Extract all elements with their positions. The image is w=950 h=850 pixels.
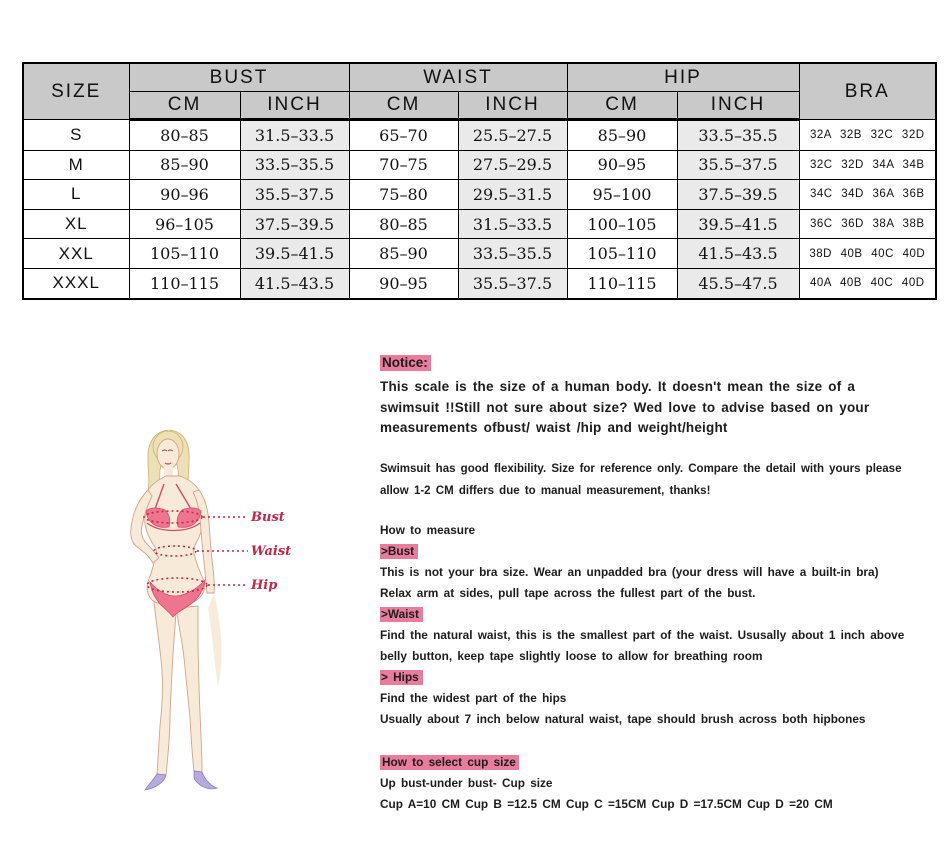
waist-inch-cell: 29.5–31.5	[458, 180, 567, 210]
hip-inch-cell: 45.5–47.5	[677, 268, 799, 298]
size-cell: XXL	[23, 239, 129, 269]
waist-section-label-row	[380, 604, 935, 625]
hip-cm-cell: 105–110	[567, 239, 677, 269]
bust-cm-cell: 96–105	[129, 209, 240, 239]
header-bra: BRA	[799, 63, 936, 120]
waist-cm-cell: 70–75	[349, 150, 458, 180]
hip-label: Hip	[251, 578, 278, 593]
waist-cm-cell: 65–70	[349, 120, 458, 151]
bra-cell: 38D 40B 40C 40D	[799, 239, 936, 269]
hips-section-label-row	[380, 667, 935, 688]
flexibility-note-line: Swimsuit has good flexibility. Size for reference only. Compare the detail with yours please	[380, 462, 902, 475]
hip-cm-cell: 95–100	[567, 180, 677, 210]
header-size: SIZE	[23, 63, 129, 120]
bust-label: Bust	[251, 510, 285, 525]
waist-section-line: Find the natural waist, this is the smallest part of the waist. Ususally about 1 inch above	[380, 627, 905, 642]
bust-section-label: >Bust	[380, 544, 418, 559]
hip-cm-cell: 90–95	[567, 150, 677, 180]
cup-size-title-row	[380, 752, 935, 773]
bust-inch-cell: 35.5–37.5	[240, 180, 349, 210]
shoe-right	[194, 771, 217, 789]
size-chart-table	[22, 62, 937, 300]
bra-cell: 32A 32B 32C 32D	[799, 120, 936, 151]
waist-inch-cell: 33.5–35.5	[458, 239, 567, 269]
header-waist-inch: INCH	[458, 92, 567, 120]
bra-cell: 40A 40B 40C 40D	[799, 268, 936, 298]
bust-cm-cell: 85–90	[129, 150, 240, 180]
table-row	[23, 120, 936, 151]
hips-section-label: > Hips	[380, 670, 423, 685]
bust-section-label-row	[380, 541, 935, 562]
header-hip: HIP	[567, 63, 799, 92]
waist-section-line: belly button, keep tape slightly loose to allow for breathing room	[380, 648, 763, 663]
waist-cm-cell: 90–95	[349, 268, 458, 298]
how-to-measure-title: How to measure	[380, 522, 476, 537]
table-row	[23, 209, 936, 239]
header-waist: WAIST	[349, 63, 567, 92]
size-cell: XXXL	[23, 268, 129, 298]
hip-inch-cell: 41.5–43.5	[677, 239, 799, 269]
notice-line: This scale is the size of a human body. It doesn't mean the size of a	[380, 379, 856, 394]
notice-line: swimsuit !!Still not sure about size? Wed love to advise based on your	[380, 399, 870, 415]
hip-cm-cell: 85–90	[567, 120, 677, 151]
bust-cm-cell: 110–115	[129, 268, 240, 298]
header-bust-inch: INCH	[240, 92, 349, 120]
table-row	[23, 268, 936, 298]
hips-section-line: Usually about 7 inch below natural waist, tape should brush across both hipbones	[380, 711, 866, 726]
hip-cm-cell: 100–105	[567, 209, 677, 239]
drape	[208, 594, 221, 688]
waist-cm-cell: 75–80	[349, 180, 458, 210]
table-row	[23, 239, 936, 269]
hip-cm-cell: 110–115	[567, 268, 677, 298]
info-text-column	[380, 355, 935, 815]
bust-cm-cell: 90–96	[129, 180, 240, 210]
waist-inch-cell: 35.5–37.5	[458, 268, 567, 298]
shoe-left	[145, 774, 166, 790]
bust-cm-cell: 80–85	[129, 120, 240, 151]
bra-cell: 36C 36D 38A 38B	[799, 209, 936, 239]
waist-section-label: >Waist	[380, 607, 423, 622]
waist-inch-cell: 27.5–29.5	[458, 150, 567, 180]
waist-cm-cell: 85–90	[349, 239, 458, 269]
waist-inch-cell: 31.5–33.5	[458, 209, 567, 239]
bust-inch-cell: 37.5–39.5	[240, 209, 349, 239]
header-waist-cm: CM	[349, 92, 458, 120]
hips-section-line: Find the widest part of the hips	[380, 690, 567, 705]
leg-right	[176, 606, 202, 772]
cup-size-line: Cup A=10 CM Cup B =12.5 CM Cup C =15CM Cup D =17.5CM Cup D =20 CM	[380, 796, 833, 811]
size-cell: S	[23, 120, 129, 151]
header-hip-cm: CM	[567, 92, 677, 120]
bra-cell: 32C 32D 34A 34B	[799, 150, 936, 180]
header-bust: BUST	[129, 63, 349, 92]
bust-inch-cell: 39.5–41.5	[240, 239, 349, 269]
bra-cell: 34C 34D 36A 36B	[799, 180, 936, 210]
hip-inch-cell: 39.5–41.5	[677, 209, 799, 239]
cup-size-title: How to select cup size	[380, 755, 519, 770]
notice-line: measurements ofbust/ waist /hip and weight/height	[380, 420, 728, 435]
bust-inch-cell: 31.5–33.5	[240, 120, 349, 151]
hip-inch-cell: 33.5–35.5	[677, 120, 799, 151]
bust-inch-cell: 41.5–43.5	[240, 268, 349, 298]
bust-section-line: This is not your bra size. Wear an unpadded bra (your dress will have a built-in bra)	[380, 564, 879, 579]
bust-cm-cell: 105–110	[129, 239, 240, 269]
size-cell: XL	[23, 209, 129, 239]
header-hip-inch: INCH	[677, 92, 799, 120]
cup-size-line: Up bust-under bust- Cup size	[380, 775, 553, 790]
table-row	[23, 180, 936, 210]
body-sketch	[118, 426, 303, 798]
table-row	[23, 150, 936, 180]
waist-cm-cell: 80–85	[349, 209, 458, 239]
size-cell: L	[23, 180, 129, 210]
bust-inch-cell: 33.5–35.5	[240, 150, 349, 180]
size-chart	[22, 62, 935, 300]
figure-illustration	[118, 426, 303, 798]
bust-section-line: Relax arm at sides, pull tape across the fullest part of the bust.	[380, 585, 756, 600]
header-bust-cm: CM	[129, 92, 240, 120]
notice-heading: Notice:	[380, 355, 431, 371]
waist-label: Waist	[251, 544, 292, 559]
waist-inch-cell: 25.5–27.5	[458, 120, 567, 151]
leg-left	[154, 602, 176, 775]
flexibility-note-line: allow 1-2 CM differs due to manual measurement, thanks!	[380, 484, 711, 497]
notice-heading-row	[380, 355, 935, 372]
hip-inch-cell: 35.5–37.5	[677, 150, 799, 180]
size-cell: M	[23, 150, 129, 180]
hip-inch-cell: 37.5–39.5	[677, 180, 799, 210]
